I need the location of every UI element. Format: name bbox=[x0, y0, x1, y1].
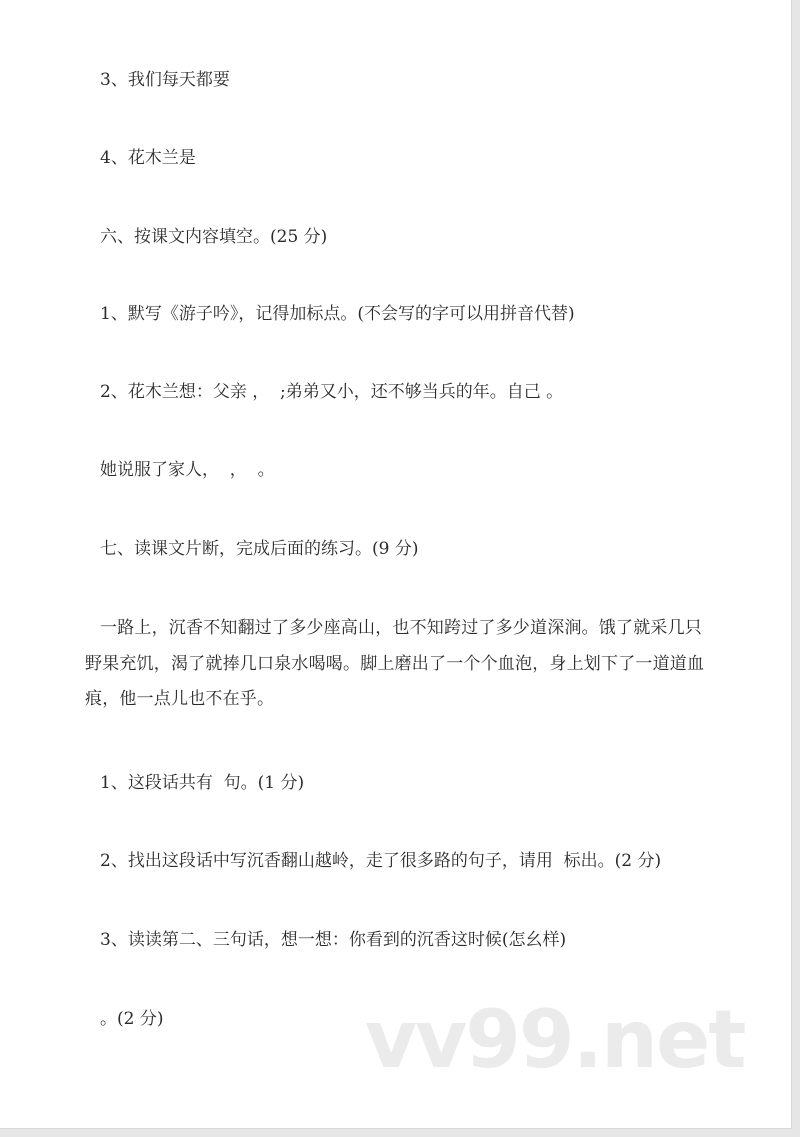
section-heading: 六、按课文内容填空。(25 分) bbox=[100, 227, 328, 247]
watermark: vv99.net bbox=[365, 993, 745, 1086]
question-line: 3、读读第二、三句话，想一想：你看到的沉香这时候(怎幺样) bbox=[100, 930, 567, 950]
question-line: 1、这段话共有 句。(1 分) bbox=[100, 773, 305, 793]
question-line: 4、花木兰是 bbox=[100, 148, 196, 168]
section-heading: 七、读课文片断，完成后面的练习。(9 分) bbox=[100, 539, 419, 559]
question-line: 1、默写《游子吟》，记得加标点。(不会写的字可以用拼音代替) bbox=[100, 304, 575, 324]
question-line: 她说服了家人， ， 。 bbox=[100, 460, 275, 480]
question-line: 3、我们每天都要 bbox=[100, 70, 230, 90]
reading-passage: 一路上，沉香不知翻过了多少座高山，也不知跨过了多少道深涧。饿了就采几只野果充饥，渴了就捧几口泉水喝喝。脚上磨出了一个个血泡，身上划下了一道道血痕，他一点儿也不在乎。 bbox=[85, 618, 705, 709]
question-line: 2、花木兰想：父亲 ， ;弟弟又小，还不够当兵的年。自己 。 bbox=[100, 382, 564, 402]
question-line: 。(2 分) bbox=[100, 1009, 164, 1029]
question-line: 2、找出这段话中写沉香翻山越岭，走了很多路的句子，请用 标出。(2 分) bbox=[100, 851, 662, 871]
